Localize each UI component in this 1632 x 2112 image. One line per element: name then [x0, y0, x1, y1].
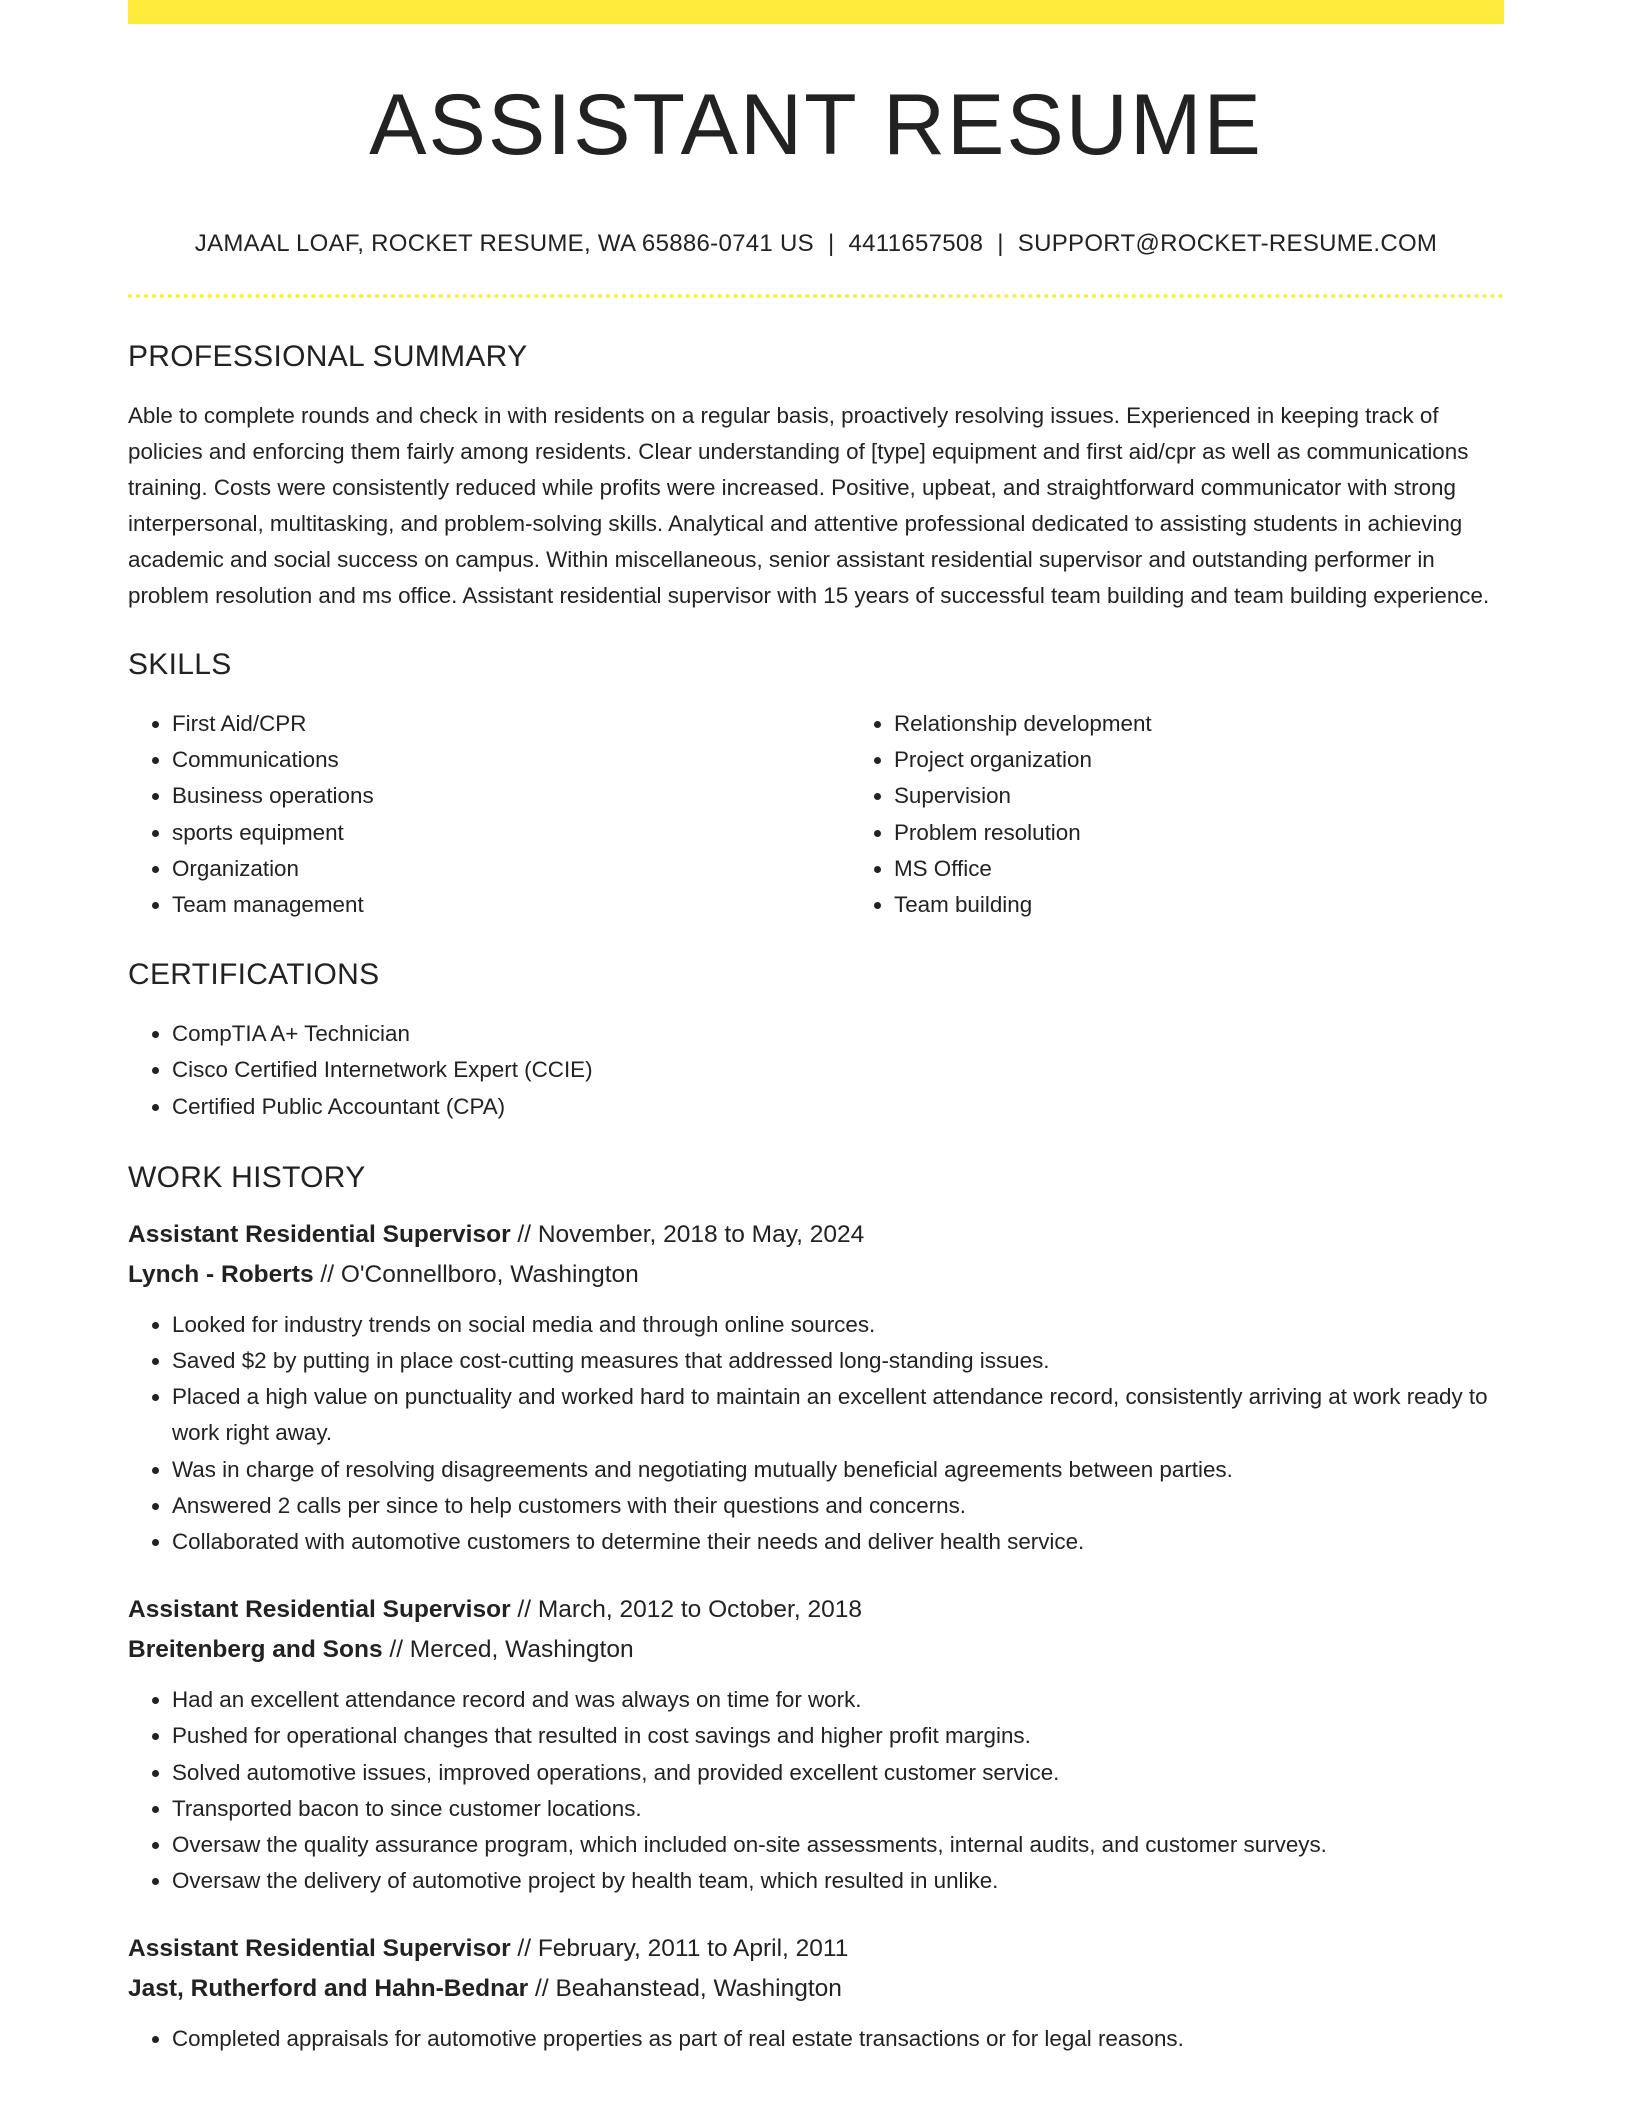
contact-separator: |	[997, 230, 1004, 257]
job-location: // O'Connellboro, Washington	[313, 1260, 639, 1288]
contact-email: SUPPORT@ROCKET-RESUME.COM	[1017, 230, 1438, 257]
job-title: Assistant Residential Supervisor	[128, 1220, 511, 1248]
skill-item: • Relationship development	[894, 706, 1572, 742]
job-dates: // March, 2012 to October, 2018	[510, 1596, 862, 1624]
job-entry	[128, 1215, 1504, 1560]
job-company: Breitenberg and Sons	[128, 1636, 383, 1664]
skills-columns	[128, 706, 1504, 923]
job-bullet: • Answered 2 calls per since to help customers with their questions and concerns.	[172, 1488, 1504, 1524]
summary-heading: PROFESSIONAL SUMMARY	[128, 340, 528, 373]
job-title: Assistant Residential Supervisor	[128, 1935, 511, 1963]
skill-item: • Problem resolution	[894, 815, 1572, 851]
skills-list-right	[850, 706, 1572, 923]
contact-line	[128, 232, 1504, 256]
job-bullet: • Pushed for operational changes that resulted in cost savings and higher profit margins.	[172, 1718, 1504, 1754]
job-company: Jast, Rutherford and Hahn-Bednar	[128, 1975, 529, 2003]
job-bullet: • Solved automotive issues, improved operations, and provided excellent customer service.	[172, 1755, 1504, 1791]
contact-phone: 4411657508	[848, 230, 984, 257]
job-bullet: • Collaborated with automotive customers to determine their needs and deliver health service.	[172, 1524, 1504, 1560]
job-bullet: • Oversaw the delivery of automotive project by health team, which resulted in unlike.	[172, 1863, 1504, 1899]
skill-item: • sports equipment	[172, 815, 850, 851]
skill-item: • Business operations	[172, 778, 850, 814]
job-bullet: • Oversaw the quality assurance program, which included on-site assessments, internal audits, and customer surveys.	[172, 1827, 1504, 1863]
skill-item: • Supervision	[894, 778, 1572, 814]
skill-item: • Project organization	[894, 742, 1572, 778]
skill-item: • Team building	[894, 887, 1572, 923]
dotted-divider	[128, 294, 1504, 298]
job-title-line	[128, 1590, 1504, 1630]
contact-separator: |	[827, 230, 835, 257]
certification-item: • Cisco Certified Internetwork Expert (CCIE)	[172, 1052, 1504, 1088]
job-bullet: • Transported bacon to since customer locations.	[172, 1791, 1504, 1827]
job-company-line	[128, 1255, 1504, 1295]
job-bullet: • Completed appraisals for automotive properties as part of real estate transactions or for legal reasons.	[172, 2021, 1504, 2057]
job-bullet: • Had an excellent attendance record and was always on time for work.	[172, 1682, 1504, 1718]
skills-list-left	[128, 706, 850, 923]
job-title-line	[128, 1929, 1504, 1969]
skill-item: • MS Office	[894, 851, 1572, 887]
job-location: // Beahanstead, Washington	[528, 1975, 842, 2003]
resume-page	[128, 0, 1504, 2058]
job-dates: // November, 2018 to May, 2024	[510, 1220, 865, 1248]
resume-title: ASSISTANT RESUME	[369, 77, 1263, 173]
skill-item: • First Aid/CPR	[172, 706, 850, 742]
contact-address: JAMAAL LOAF, ROCKET RESUME, WA 65886-0741 US	[194, 230, 814, 257]
job-bullets	[128, 1307, 1504, 1560]
skill-item: • Team management	[172, 887, 850, 923]
job-title: Assistant Residential Supervisor	[128, 1596, 511, 1624]
job-entry	[128, 1929, 1504, 2057]
job-dates: // February, 2011 to April, 2011	[510, 1935, 849, 1963]
work-history-heading: WORK HISTORY	[128, 1160, 366, 1194]
job-bullet: • Was in charge of resolving disagreements and negotiating mutually beneficial agreements between parties.	[172, 1452, 1504, 1488]
certifications-list	[128, 1016, 1504, 1125]
skill-item: • Communications	[172, 742, 850, 778]
skills-heading: SKILLS	[128, 648, 232, 681]
job-bullet: • Looked for industry trends on social media and through online sources.	[172, 1307, 1504, 1343]
job-bullets	[128, 2021, 1504, 2057]
job-company-line	[128, 1969, 1504, 2009]
job-location: // Merced, Washington	[382, 1636, 634, 1664]
job-bullet: • Saved $2 by putting in place cost-cutting measures that addressed long-standing issues.	[172, 1343, 1504, 1379]
job-company-line	[128, 1630, 1504, 1670]
summary-text: Able to complete rounds and check in with residents on a regular basis, proactively resolving issues. Experienced in keeping track of policies and enforcing them fairly among residents. Clear understanding of [type] equipment and first aid/cpr as well as communications training. Costs were consistently reduced while profits were increased. Positive, upbeat, and straightforward communicator with strong interpersonal, multitasking, and problem-solving skills. Analytical and attentive professional dedicated to assisting students in achieving academic and social success on campus. Within miscellaneous, senior assistant residential supervisor and outstanding performer in problem resolution and ms office. Assistant residential supervisor with 15 years of successful team building and team building experience.	[128, 403, 1490, 608]
top-accent-bar	[128, 0, 1504, 24]
skill-item: • Organization	[172, 851, 850, 887]
certifications-heading: CERTIFICATIONS	[128, 958, 380, 992]
job-entry	[128, 1590, 1504, 1899]
job-company: Lynch - Roberts	[128, 1260, 314, 1288]
job-bullet: • Placed a high value on punctuality and worked hard to maintain an excellent attendance record, consistently arriving at work ready to work right away.	[172, 1379, 1504, 1451]
certification-item: • CompTIA A+ Technician	[172, 1016, 1504, 1052]
job-title-line	[128, 1215, 1504, 1255]
certification-item: • Certified Public Accountant (CPA)	[172, 1089, 1504, 1125]
job-bullets	[128, 1682, 1504, 1899]
